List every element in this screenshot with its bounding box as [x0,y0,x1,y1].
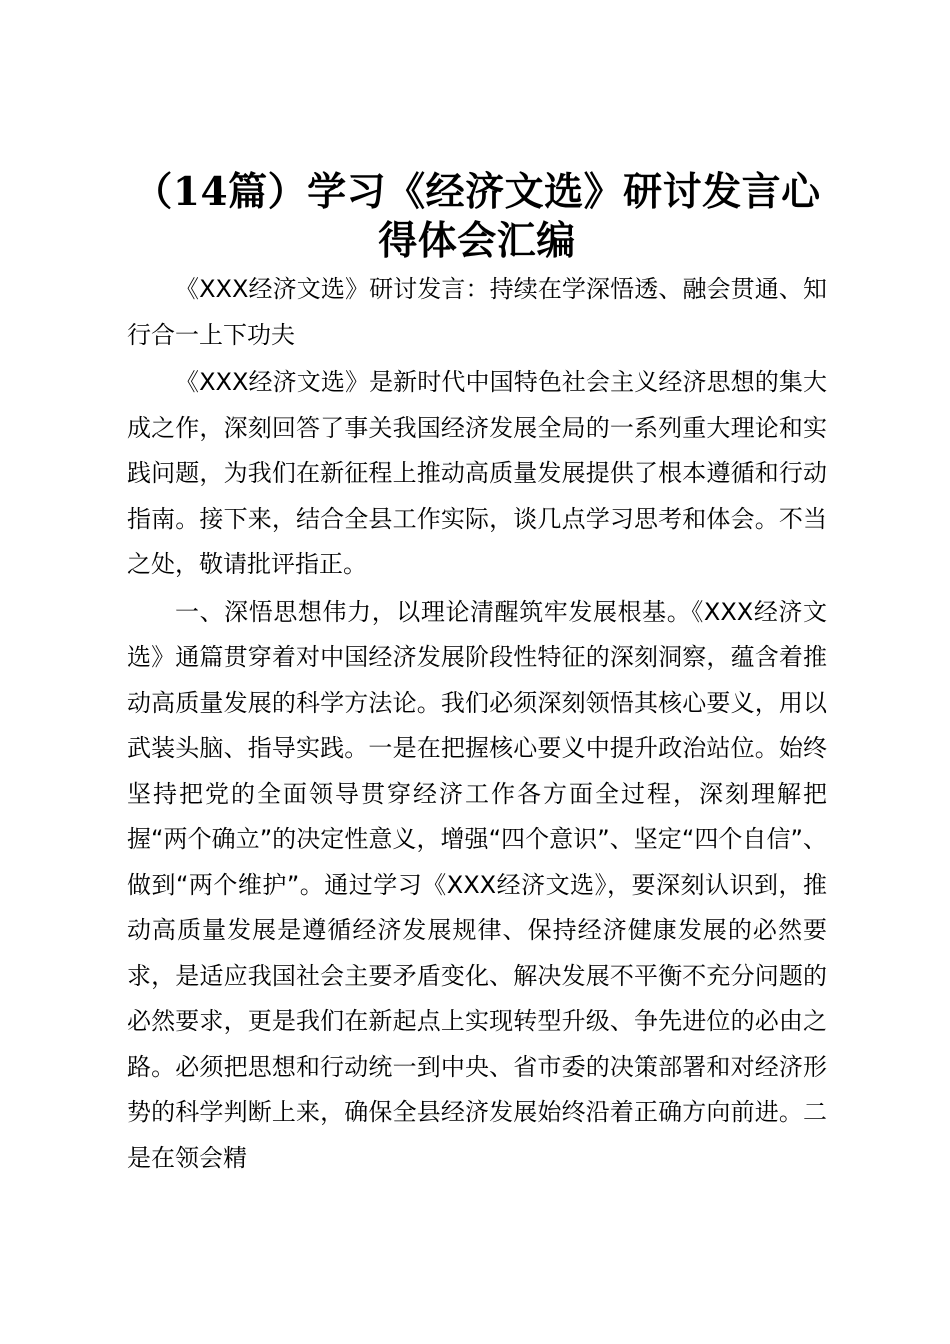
document-title: （14篇）学习《经济文选》研讨发言心得体会汇编 [133,169,821,264]
document-page [127,168,827,1181]
paragraph-section-one: 一、深悟思想伟力，以理论清醒筑牢发展根基。《XXX经济文选》通篇贯穿着对中国经济发展阶段性特征的深刻洞察，蕴含着推动高质量发展的科学方法论。我们必须深刻领悟其核心要义，用以武装头脑、指导实践。一是在把握核心要义中提升政治站位。始终坚持把党的全面领导贯穿经济工作各方面全过程，深刻理解把握“两个确立”的决定性意义，增强“四个意识”、坚定“四个自信”、做到“两个维护”。通过学习《XXX经济文选》，要深刻认识到，推动高质量发展是遵循经济发展规律、保持经济健康发展的必然要求，是适应我国社会主要矛盾变化、解决发展不平衡不充分问题的必然要求，更是我们在新起点上实现转型升级、争先进位的必由之路。必须把思想和行动统一到中央、省市委的决策部署和对经济形势的科学判断上来，确保全县经济发展始终沿着正确方向前进。二是在领会精 [127,597,827,1172]
paragraph-intro: 《XXX经济文选》是新时代中国特色社会主义经济思想的集大成之作，深刻回答了事关我国经济发展全局的一系列重大理论和实践问题，为我们在新征程上推动高质量发展提供了根本遵循和行动指南。接下来，结合全县工作实际，谈几点学习思考和体会。不当之处，敬请批评指正。 [127,368,827,578]
document-subtitle: 《XXX经济文选》研讨发言：持续在学深悟透、融会贯通、知行合一上下功夫 [127,275,827,349]
